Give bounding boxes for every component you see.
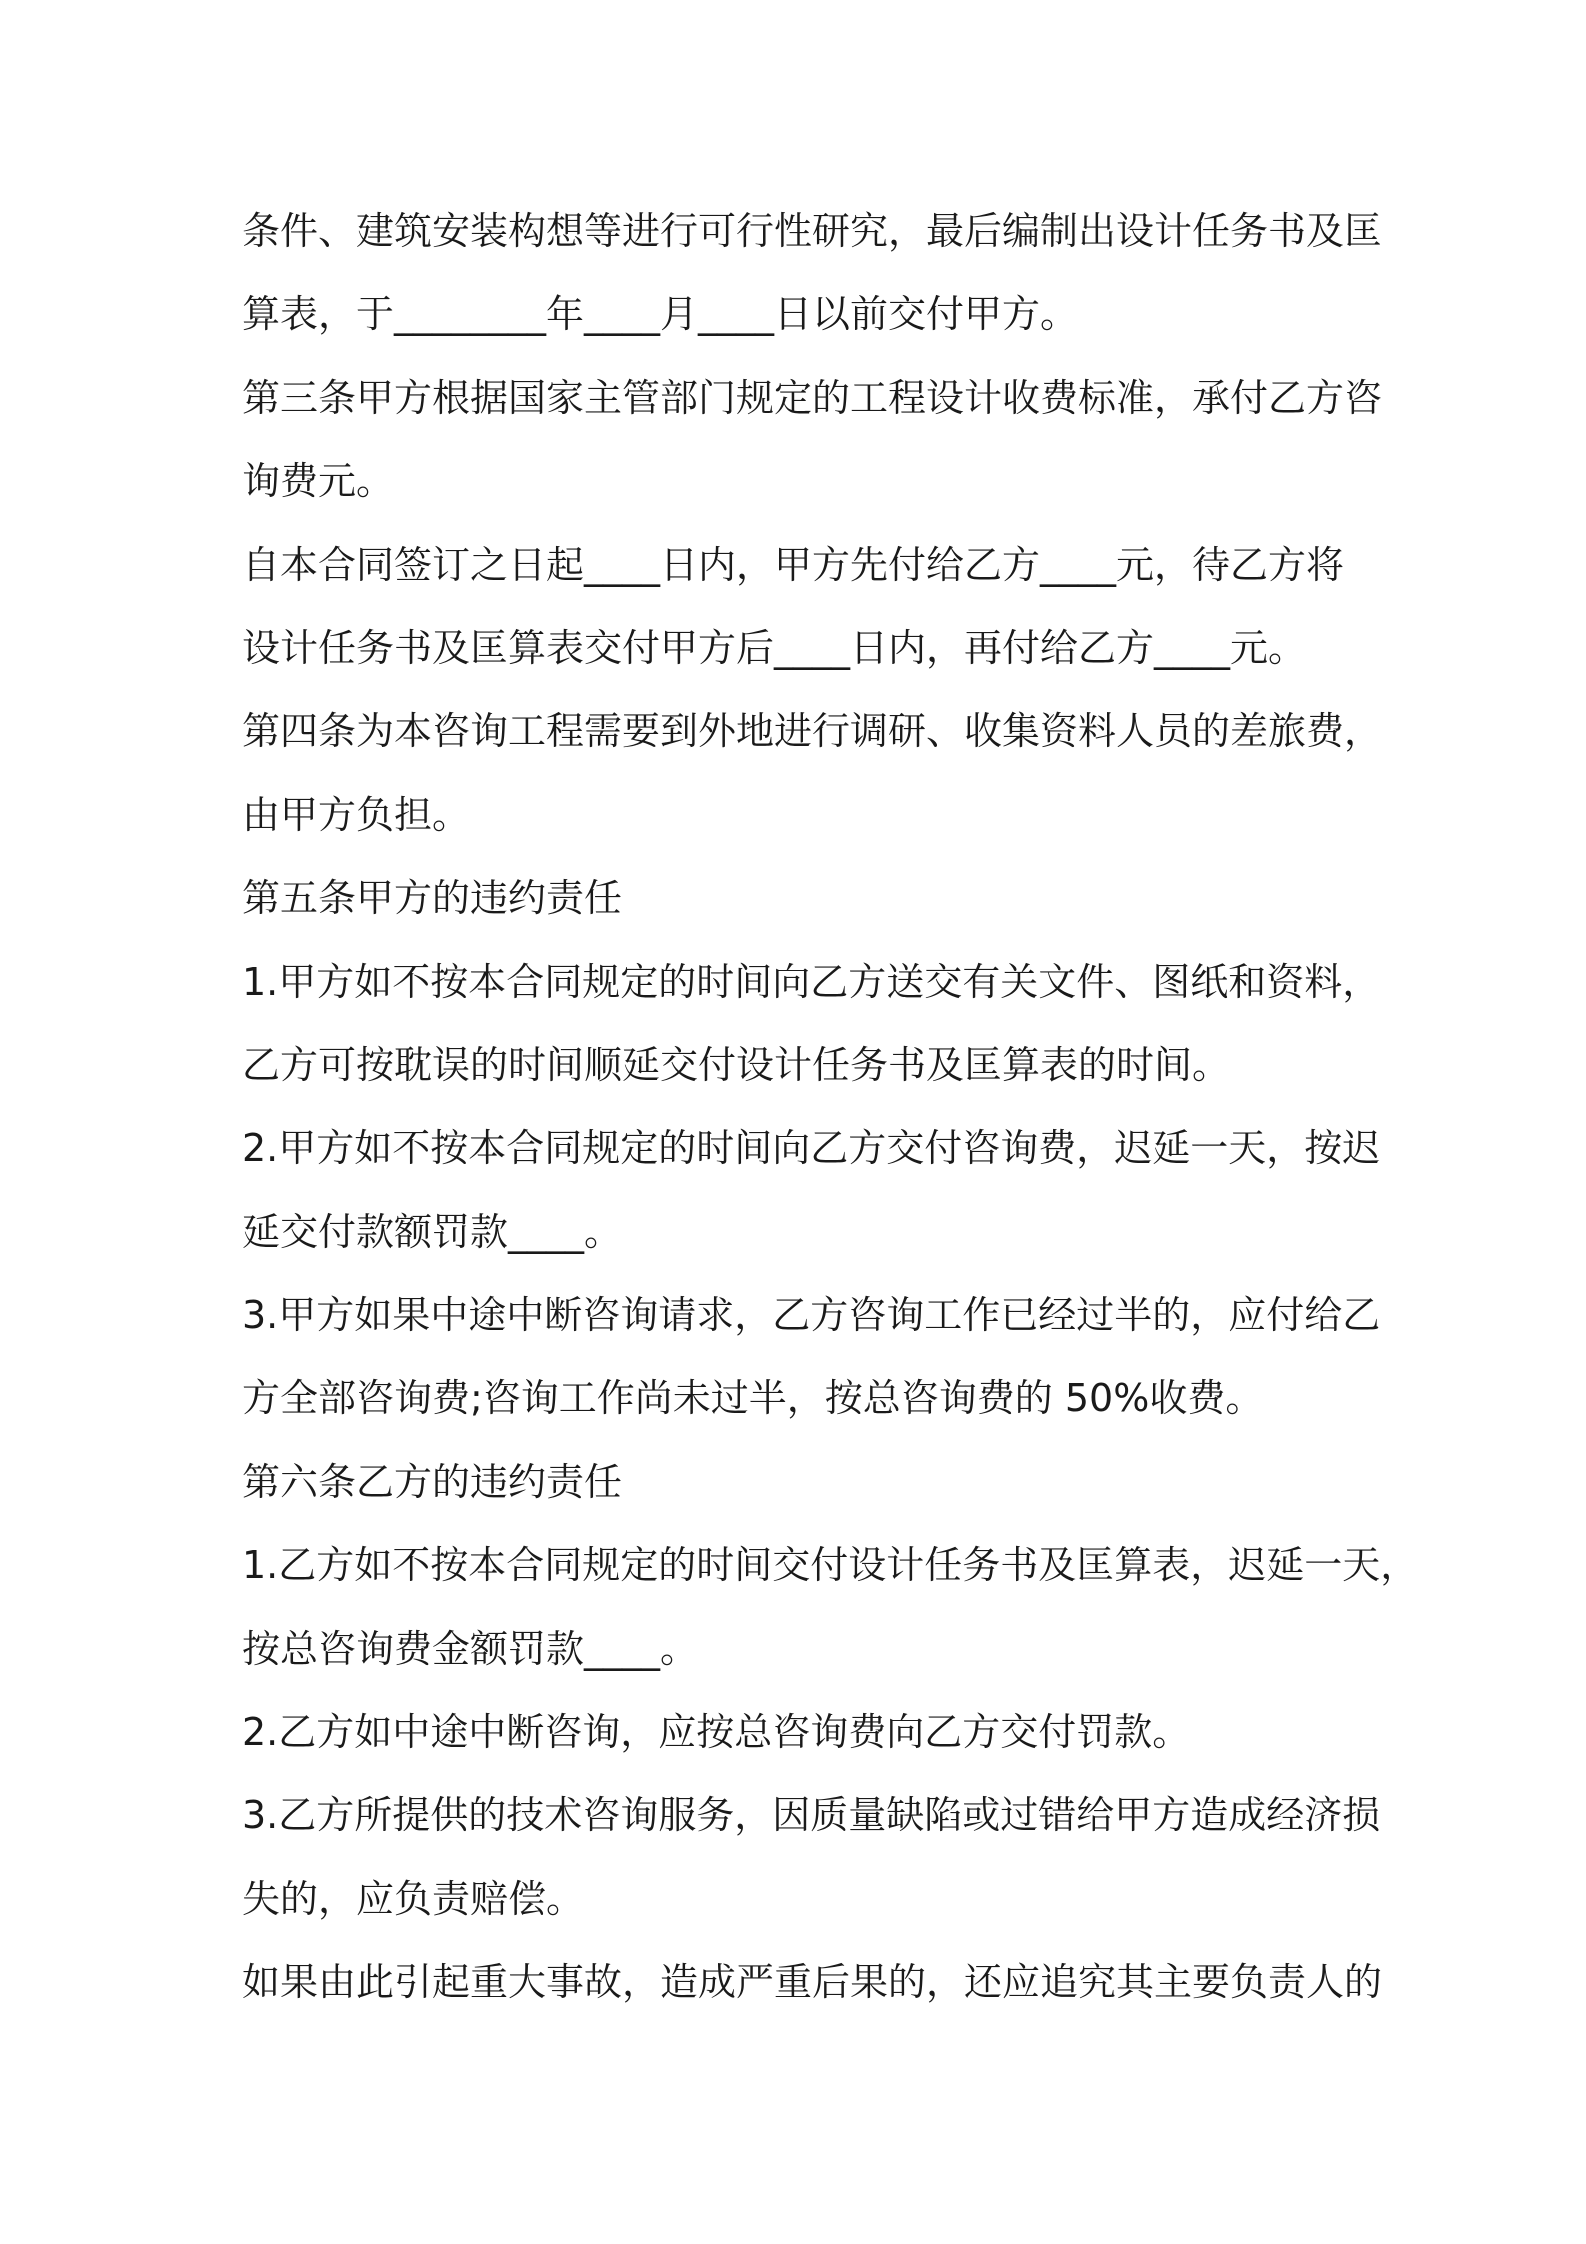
text-line: 2.甲方如不按本合同规定的时间向乙方交付咨询费，迟延一天，按迟 — [242, 1126, 1381, 1171]
text-line: 按总咨询费金额罚款____。 — [242, 1626, 699, 1671]
text-line: 由甲方负担。 — [242, 792, 471, 837]
text-line: 算表，于________年____月____日以前交付甲方。 — [242, 292, 1079, 337]
text-line: 如果由此引起重大事故，造成严重后果的，还应追究其主要负责人的 — [242, 1960, 1383, 2005]
text-line: 询费元。 — [242, 459, 395, 504]
text-line: 自本合同签订之日起____日内，甲方先付给乙方____元，待乙方将 — [242, 542, 1345, 587]
document-body — [242, 200, 1419, 2035]
text-line: 第四条为本咨询工程需要到外地进行调研、收集资料人员的差旅费， — [242, 709, 1383, 754]
text-line: 1.乙方如不按本合同规定的时间交付设计任务书及匡算表，迟延一天， — [242, 1543, 1419, 1588]
text-line: 第六条乙方的违约责任 — [242, 1459, 623, 1504]
text-line: 3.甲方如果中途中断咨询请求，乙方咨询工作已经过半的，应付给乙 — [242, 1293, 1381, 1338]
text-line: 3.乙方所提供的技术咨询服务，因质量缺陷或过错给甲方造成经济损 — [242, 1793, 1381, 1838]
text-line: 延交付款额罚款____。 — [242, 1209, 623, 1254]
text-line: 第五条甲方的违约责任 — [242, 876, 623, 921]
text-line: 失的，应负责赔偿。 — [242, 1876, 585, 1921]
text-line: 设计任务书及匡算表交付甲方后____日内，再付给乙方____元。 — [242, 625, 1307, 670]
text-line: 1.甲方如不按本合同规定的时间向乙方送交有关文件、图纸和资料， — [242, 959, 1381, 1004]
text-line: 方全部咨询费;咨询工作尚未过半，按总咨询费的 50%收费。 — [242, 1376, 1264, 1421]
text-line: 2.乙方如中途中断咨询，应按总咨询费向乙方交付罚款。 — [242, 1710, 1191, 1755]
text-line: 乙方可按耽误的时间顺延交付设计任务书及匡算表的时间。 — [242, 1042, 1231, 1087]
text-line: 第三条甲方根据国家主管部门规定的工程设计收费标准，承付乙方咨 — [242, 375, 1383, 420]
text-line: 条件、建筑安装构想等进行可行性研究，最后编制出设计任务书及匡 — [242, 209, 1383, 253]
